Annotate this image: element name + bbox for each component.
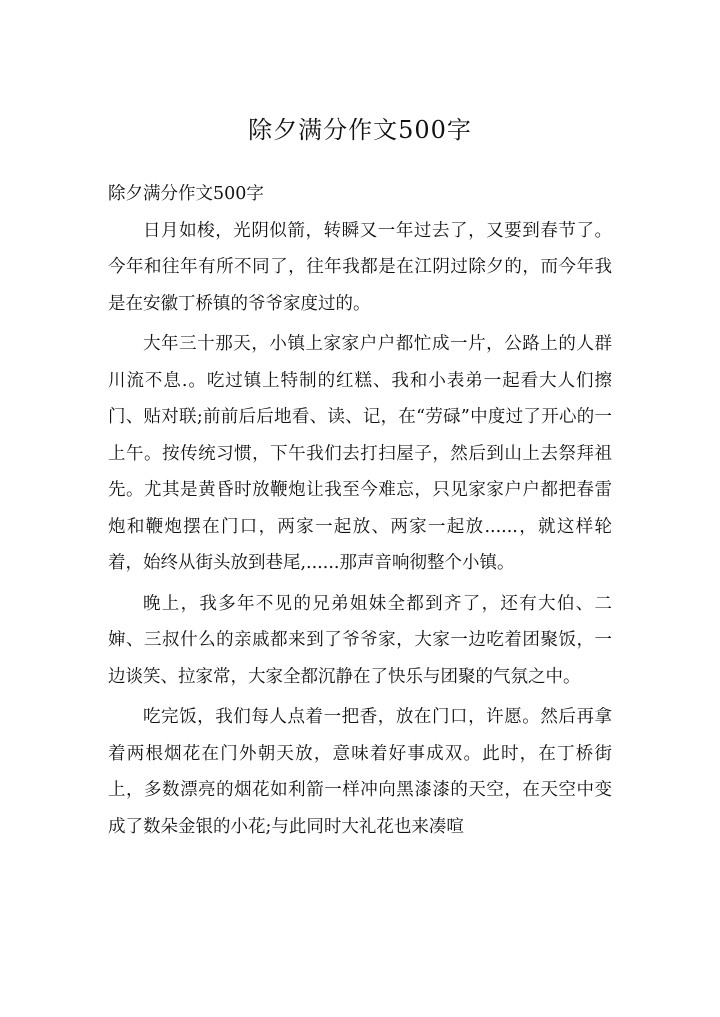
document-title: 除夕满分作文500字	[248, 116, 472, 144]
paragraph: 日月如梭，光阴似箭，转瞬又一年过去了，又要到春节了。今年和往年有所不同了，往年我都是在江阴过除夕的，而今年我是在安徽丁桥镇的爷爷家度过的。	[108, 220, 612, 314]
paragraph: 晚上，我多年不见的兄弟姐妹全都到齐了，还有大伯、二婶、三叔什么的亲戚都来到了爷爷家，大家一边吃着团聚饭，一边谈笑、拉家常，大家全都沉静在了快乐与团聚的气氛之中。	[108, 593, 612, 687]
paragraph: 吃完饭，我们每人点着一把香，放在门口，许愿。然后再拿着两根烟花在门外朝天放，意味着好事成双。此时，在丁桥街上，多数漂亮的烟花如利箭一样冲向黑漆漆的天空，在天空中变成了数朵金银的小花;与此同时大礼花也来凑喧	[108, 707, 612, 837]
document-subtitle: 除夕满分作文500字	[108, 184, 264, 204]
paragraph: 大年三十那天，小镇上家家户户都忙成一片，公路上的人群川流不息.。吃过镇上特制的红糕、我和小表弟一起看大人们擦门、贴对联;前前后后地看、读、记，在“劳碌”中度过了开心的一上午。按传统习惯，下午我们去打扫屋子，然后到山上去祭拜祖先。尤其是黄昏时放鞭炮让我至今难忘，只见家家户户都把春雷炮和鞭炮摆在门口，两家一起放、两家一起放......，就这样轮着，始终从街头放到巷尾,......那声音响彻整个小镇。	[108, 334, 612, 573]
document-body	[108, 176, 612, 849]
